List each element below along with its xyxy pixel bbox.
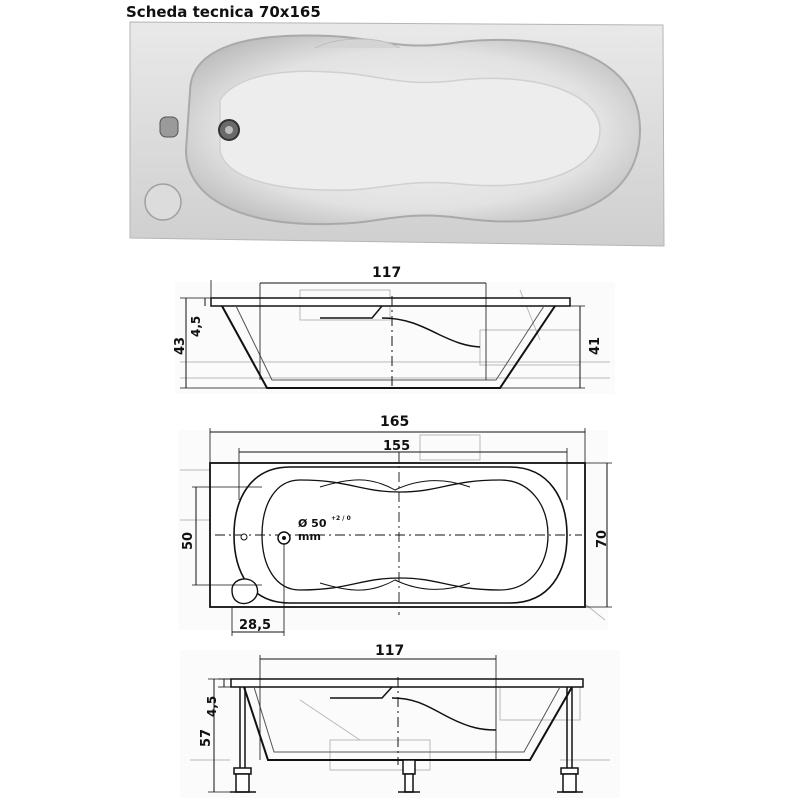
drain-diameter-label: Ø 50 — [298, 517, 327, 530]
side-bottom-height-dimension: 57 — [199, 728, 214, 747]
side-top-rim-dimension: 4,5 — [189, 315, 203, 337]
page-title: Scheda tecnica 70x165 — [126, 3, 321, 21]
side-bottom-length-dimension: 117 — [375, 643, 405, 659]
plan-total-width-dimension: 70 — [595, 529, 610, 548]
plan-inner-length-dimension: 155 — [383, 439, 411, 454]
side-top-left-height-dimension: 43 — [173, 336, 188, 355]
side-view-bottom-drawing — [180, 650, 620, 798]
drain-unit-label: mm — [298, 530, 321, 543]
plan-inner-width-dimension: 50 — [181, 531, 196, 550]
side-top-length-dimension: 117 — [372, 265, 402, 281]
side-view-top-drawing — [175, 280, 615, 394]
bathtub-photo — [130, 22, 664, 246]
soap-dish-icon — [145, 184, 181, 220]
plan-view-drawing — [178, 428, 612, 636]
plan-soap-dish-icon — [232, 579, 258, 604]
plan-total-length-dimension: 165 — [380, 414, 410, 430]
side-top-right-height-dimension: 41 — [588, 336, 603, 355]
plan-drain-offset-dimension: 28,5 — [239, 618, 272, 633]
overflow-fitting-icon — [160, 117, 178, 137]
side-bottom-rim-dimension: 4,5 — [205, 695, 219, 717]
drain-tolerance-label: +2 / 0 — [331, 515, 351, 522]
